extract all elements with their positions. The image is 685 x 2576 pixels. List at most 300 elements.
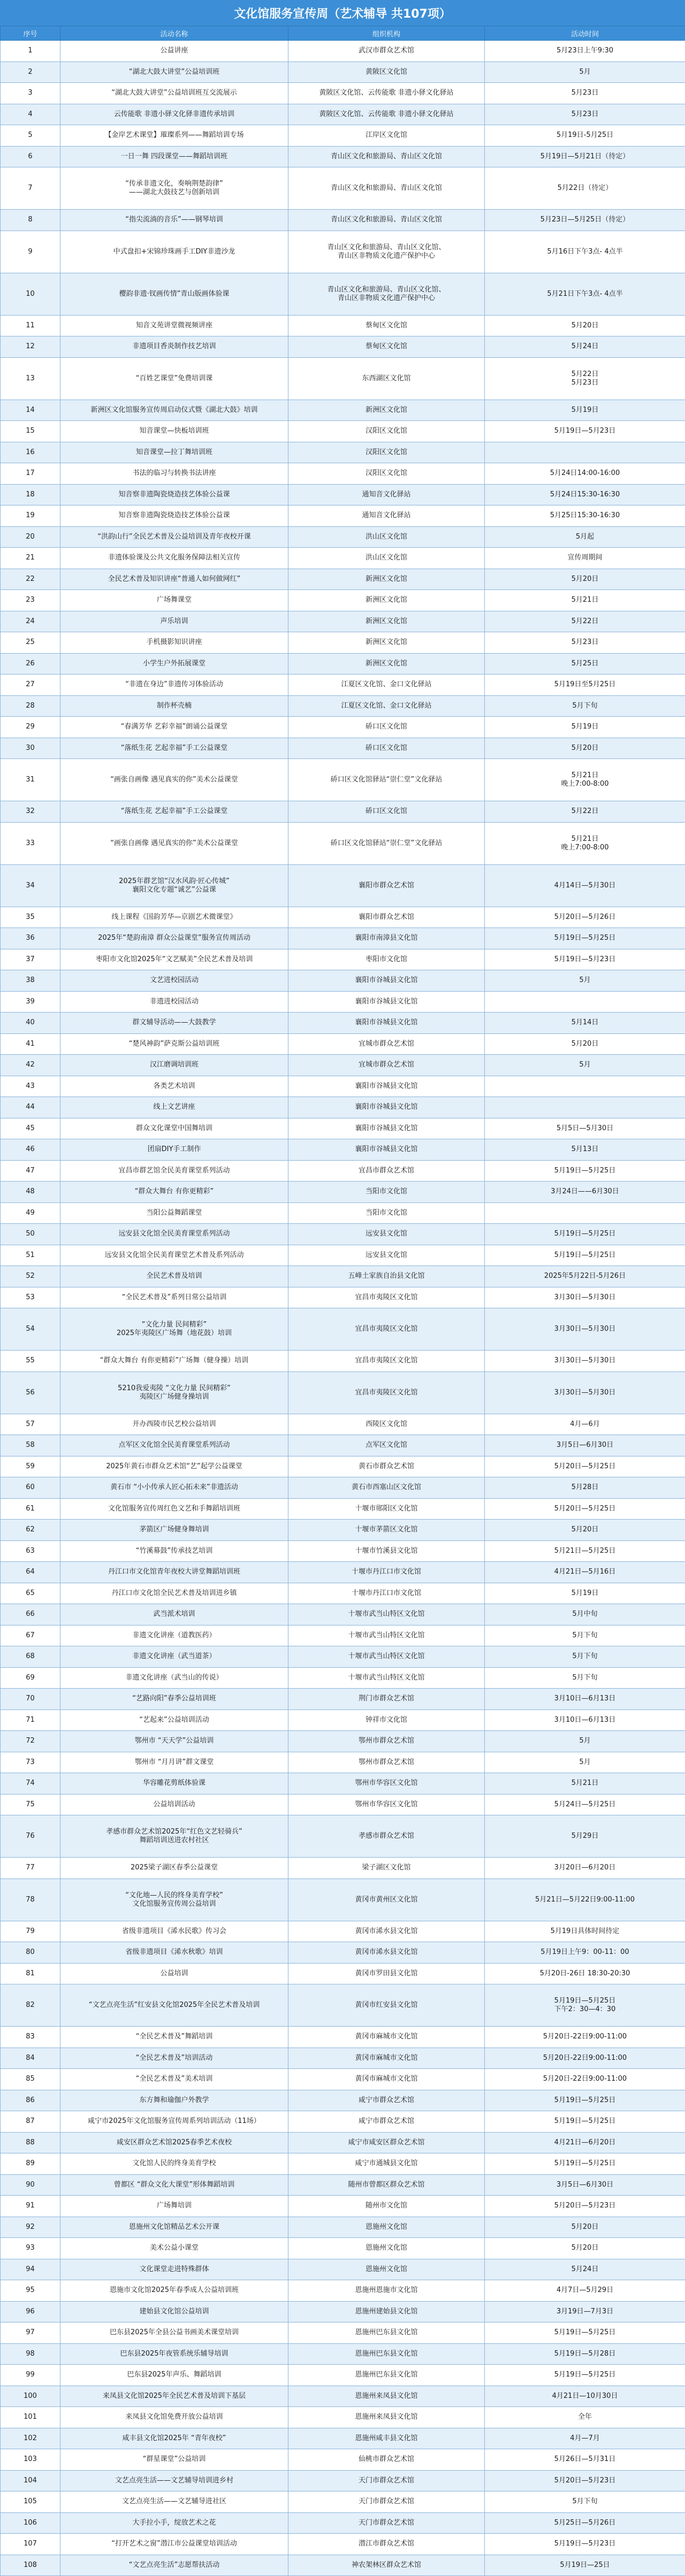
- table-row: [1, 1921, 685, 1942]
- cell-name: 文化馆人民的终身美育学校: [60, 2153, 288, 2175]
- cell-name: 武当派术培训: [60, 1604, 288, 1626]
- cell-org: 远安县文化馆: [288, 1224, 485, 1245]
- cell-name: 鄂州市 “天天学”公益培训: [60, 1731, 288, 1752]
- table-row: [1, 1625, 685, 1646]
- cell-org: 西陵区文化馆: [288, 1414, 485, 1435]
- cell-org: 孝感市群众艺术馆: [288, 1815, 485, 1858]
- cell-no: 86: [1, 2090, 60, 2111]
- cell-time: 5月21日下午3点- 4点半: [485, 273, 685, 315]
- cell-time: 4月21日—5月16日: [485, 1562, 685, 1583]
- cell-time: 5月25日—5月26日: [485, 2512, 685, 2534]
- cell-time: 5月21日 晚上7:00-8:00: [485, 759, 685, 801]
- cell-time: 5月21日: [485, 1773, 685, 1795]
- cell-time: 5月21日 晚上7:00-8:00: [485, 822, 685, 864]
- cell-time: 5月20日: [485, 2217, 685, 2238]
- table-row: [1, 1118, 685, 1139]
- cell-name: “艺路向阳”春季公益培训班: [60, 1689, 288, 1710]
- cell-name: 各类艺术培训: [60, 1076, 288, 1097]
- table-row: [1, 1583, 685, 1604]
- table-row: [1, 2365, 685, 2386]
- cell-org: 恩施州来凤县文化馆: [288, 2407, 485, 2428]
- cell-no: 89: [1, 2153, 60, 2175]
- cell-org: 十堰市丹江口市文化馆: [288, 1583, 485, 1604]
- table-row: [1, 104, 685, 125]
- cell-no: 20: [1, 526, 60, 548]
- cell-name: 巴东县2025年全县公益书画美术课堂培训: [60, 2322, 288, 2344]
- cell-org: 蔡甸区文化馆: [288, 315, 485, 336]
- cell-no: 1: [1, 41, 60, 62]
- cell-no: 68: [1, 1646, 60, 1668]
- cell-time: 5月19日—5月25日: [485, 2365, 685, 2386]
- cell-no: 95: [1, 2280, 60, 2302]
- cell-no: 41: [1, 1033, 60, 1055]
- table-row: [1, 1097, 685, 1118]
- table-row: [1, 1202, 685, 1224]
- cell-time: 5月20日—5月25日: [485, 1456, 685, 1477]
- cell-time: 3月10日—6月13日: [485, 1689, 685, 1710]
- cell-no: 9: [1, 231, 60, 273]
- table-row: [1, 2238, 685, 2259]
- cell-name: 手机摄影知识讲座: [60, 632, 288, 654]
- cell-name: 丹江口市文化馆青年夜校大讲堂舞蹈培训班: [60, 1562, 288, 1583]
- cell-no: 22: [1, 569, 60, 590]
- cell-name: 恩施州文化馆精品艺术公开课: [60, 2217, 288, 2238]
- table-row: [1, 1646, 685, 1668]
- table-row: [1, 1667, 685, 1689]
- cell-time: 5月23日—5月25日（待定）: [485, 210, 685, 231]
- cell-name: 公益培训活动: [60, 1794, 288, 1815]
- cell-name: 知音察非遗陶瓷烧造技艺体验公益课: [60, 484, 288, 505]
- cell-time: 4月21日—6月20日: [485, 2132, 685, 2153]
- cell-name: “艺起来”公益培训活动: [60, 1709, 288, 1731]
- cell-no: 107: [1, 2534, 60, 2555]
- table-row: [1, 125, 685, 147]
- cell-name: “非遗在身边”非遗传习体验活动: [60, 674, 288, 696]
- cell-name: 汉江磨调培训班: [60, 1055, 288, 1076]
- cell-org: 恩施州恩施市文化馆: [288, 2280, 485, 2302]
- cell-time: 全年: [485, 2407, 685, 2428]
- cell-time: 5月19日—5月25日 下午2：30—4：30: [485, 1984, 685, 2027]
- cell-time: 5月20日—5月26日: [485, 907, 685, 928]
- table-row: [1, 1942, 685, 1964]
- table-row: [1, 1182, 685, 1203]
- table-row: [1, 62, 685, 83]
- cell-org: 恩施州巴东县文化馆: [288, 2343, 485, 2365]
- cell-org: 黄冈市黄州区文化馆: [288, 1879, 485, 1921]
- cell-no: 16: [1, 442, 60, 463]
- table-row: [1, 2111, 685, 2133]
- cell-name: 非遗体验课及公共文化服务保障法相关宣传: [60, 548, 288, 569]
- cell-no: 33: [1, 822, 60, 864]
- cell-time: 5月19日—5月21日（待定）: [485, 146, 685, 167]
- cell-no: 80: [1, 1942, 60, 1964]
- cell-time: 5月19日: [485, 717, 685, 738]
- cell-name: “百姓艺课堂”免费培训课: [60, 357, 288, 400]
- table-row: [1, 2280, 685, 2302]
- cell-org: 黄陂区文化馆、云传能歌 非遗小驿文化驿站: [288, 104, 485, 125]
- cell-name: “画张自画像 遇见真实的你”美术公益课堂: [60, 822, 288, 864]
- cell-name: 建始县文化馆公益培训: [60, 2301, 288, 2322]
- cell-time: 3月30日—5月30日: [485, 1371, 685, 1414]
- cell-org: 恩施州建始县文化馆: [288, 2301, 485, 2322]
- cell-org: 恩施州文化馆: [288, 2238, 485, 2259]
- cell-no: 34: [1, 864, 60, 907]
- cell-no: 62: [1, 1520, 60, 1541]
- cell-no: 96: [1, 2301, 60, 2322]
- cell-no: 15: [1, 421, 60, 442]
- cell-name: 群文辅导活动——大鼓教学: [60, 1013, 288, 1034]
- cell-org: 天门市群众艺术馆: [288, 2491, 485, 2513]
- page-title: 文化馆服务宣传周（艺术辅导 共107项）: [0, 0, 685, 26]
- cell-no: 59: [1, 1456, 60, 1477]
- cell-time: 5月下旬: [485, 1667, 685, 1689]
- cell-name: 知音课堂—快板培训班: [60, 421, 288, 442]
- cell-name: 非遗文化讲座（武当山的传说）: [60, 1667, 288, 1689]
- table-row: [1, 1456, 685, 1477]
- cell-time: 5月24日: [485, 2259, 685, 2280]
- cell-name: 非遗项目香炎制作技艺培训: [60, 336, 288, 358]
- cell-org: 黄冈市麻城市文化馆: [288, 2048, 485, 2069]
- cell-no: 24: [1, 611, 60, 632]
- cell-time: [485, 1202, 685, 1224]
- cell-no: 108: [1, 2555, 60, 2576]
- cell-time: 5月19日-5月25日: [485, 125, 685, 147]
- cell-time: 5月14日: [485, 1013, 685, 1034]
- cell-name: 2025年“楚韵南漳 群众公益课堂”服务宣传周活动: [60, 928, 288, 949]
- cell-no: 6: [1, 146, 60, 167]
- table-row: [1, 674, 685, 696]
- cell-name: 线上文艺讲座: [60, 1097, 288, 1118]
- cell-no: 19: [1, 505, 60, 527]
- cell-org: 恩施州来凤县文化馆: [288, 2386, 485, 2407]
- cell-no: 29: [1, 717, 60, 738]
- cell-no: 36: [1, 928, 60, 949]
- table-row: [1, 315, 685, 336]
- cell-org: 鄂州市华容区文化馆: [288, 1794, 485, 1815]
- table-row: [1, 2534, 685, 2555]
- cell-time: 5月25日15:30-16:30: [485, 505, 685, 527]
- header-no: 序号: [1, 26, 60, 41]
- cell-no: 32: [1, 801, 60, 823]
- cell-no: 63: [1, 1540, 60, 1562]
- cell-name: 声乐培训: [60, 611, 288, 632]
- table-row: [1, 1540, 685, 1562]
- cell-org: 恩施州咸丰县文化馆: [288, 2428, 485, 2449]
- cell-name: 线上课程《国韵芳华—京剧艺术微课堂》: [60, 907, 288, 928]
- cell-no: 67: [1, 1625, 60, 1646]
- cell-no: 11: [1, 315, 60, 336]
- cell-no: 85: [1, 2069, 60, 2090]
- cell-time: 4月7日—5月29日: [485, 2280, 685, 2302]
- cell-no: 31: [1, 759, 60, 801]
- table-row: [1, 400, 685, 421]
- cell-no: 100: [1, 2386, 60, 2407]
- cell-name: 鄂州市 “月月讲”群文课堂: [60, 1752, 288, 1773]
- cell-time: 5月20日: [485, 738, 685, 759]
- cell-name: 茅箭区广场健身舞培训: [60, 1520, 288, 1541]
- cell-time: 3月30日—5月30日: [485, 1308, 685, 1351]
- cell-org: 当阳市文化馆: [288, 1182, 485, 1203]
- cell-no: 47: [1, 1160, 60, 1182]
- cell-name: 知音课堂—拉丁舞培训班: [60, 442, 288, 463]
- cell-name: “文艺点亮生活”志愿帮扶活动: [60, 2555, 288, 2576]
- cell-name: 美术公益小课堂: [60, 2238, 288, 2259]
- cell-name: 大手拉小手，绽放艺术之花: [60, 2512, 288, 2534]
- cell-name: 咸宁市2025年文化馆服务宣传周系列培训活动（11场）: [60, 2111, 288, 2133]
- cell-time: [485, 991, 685, 1013]
- cell-org: 黄冈市红安县文化馆: [288, 1984, 485, 2027]
- cell-time: 5月: [485, 1055, 685, 1076]
- table-row: [1, 1477, 685, 1499]
- cell-time: 5月20日: [485, 569, 685, 590]
- cell-org: 恩施州巴东县文化馆: [288, 2322, 485, 2344]
- cell-no: 101: [1, 2407, 60, 2428]
- cell-org: 黄石市西塞山区文化馆: [288, 1477, 485, 1499]
- cell-time: 5月24日14:00-16:00: [485, 463, 685, 485]
- cell-name: “全民艺术普及”美术培训: [60, 2069, 288, 2090]
- cell-name: “全民艺术普及”系列日常公益培训: [60, 1287, 288, 1308]
- cell-name: 书法的临习与转换书法讲座: [60, 463, 288, 485]
- cell-time: 5月19日: [485, 1583, 685, 1604]
- cell-time: 5月5日—5月30日: [485, 1118, 685, 1139]
- cell-org: 十堰市武当山特区文化馆: [288, 1625, 485, 1646]
- cell-time: 5月21日: [485, 590, 685, 611]
- cell-org: 通知音文化驿站: [288, 484, 485, 505]
- cell-time: 5月20日-22日9:00-11:00: [485, 2048, 685, 2069]
- cell-name: “全民艺术普及”舞蹈培训: [60, 2027, 288, 2048]
- cell-time: 5月19日—5月23日: [485, 421, 685, 442]
- cell-time: 5月19日—5月25日: [485, 2153, 685, 2175]
- cell-org: 鄂州市群众艺术馆: [288, 1731, 485, 1752]
- cell-name: 咸丰县文化馆2025年 “青年夜校”: [60, 2428, 288, 2449]
- cell-no: 51: [1, 1245, 60, 1266]
- cell-no: 57: [1, 1414, 60, 1435]
- cell-no: 27: [1, 674, 60, 696]
- cell-time: [485, 1097, 685, 1118]
- cell-org: 襄阳市谷城县文化馆: [288, 991, 485, 1013]
- cell-time: 3月24日——6月30日: [485, 1182, 685, 1203]
- table-row: [1, 2090, 685, 2111]
- cell-org: 宜城市群众艺术馆: [288, 1033, 485, 1055]
- table-row: [1, 1794, 685, 1815]
- cell-org: 恩施州文化馆: [288, 2259, 485, 2280]
- cell-org: 随州市文化馆: [288, 2196, 485, 2217]
- table-row: [1, 2069, 685, 2090]
- table-row: [1, 336, 685, 358]
- table-row: [1, 1245, 685, 1266]
- cell-time: 4月—7月: [485, 2428, 685, 2449]
- cell-no: 99: [1, 2365, 60, 2386]
- table-row: [1, 2174, 685, 2196]
- cell-no: 61: [1, 1498, 60, 1520]
- cell-no: 92: [1, 2217, 60, 2238]
- table-row: [1, 1963, 685, 1984]
- cell-name: 文化课堂走进特殊群体: [60, 2259, 288, 2280]
- cell-no: 12: [1, 336, 60, 358]
- table-row: [1, 864, 685, 907]
- cell-name: 知音察非遗陶瓷烧造技艺体验公益课: [60, 505, 288, 527]
- cell-no: 4: [1, 104, 60, 125]
- cell-org: 襄阳市谷城县文化馆: [288, 1139, 485, 1161]
- cell-no: 50: [1, 1224, 60, 1245]
- cell-org: 襄阳市谷城县文化馆: [288, 1076, 485, 1097]
- table-row: [1, 949, 685, 970]
- cell-no: 7: [1, 167, 60, 210]
- cell-name: 丹江口市文化馆全民艺术普及培训进乡镇: [60, 1583, 288, 1604]
- cell-org: 宜昌市群众艺术馆: [288, 1160, 485, 1182]
- cell-org: 咸宁市通城县文化馆: [288, 2153, 485, 2175]
- table-row: [1, 1160, 685, 1182]
- table-row: [1, 738, 685, 759]
- cell-no: 106: [1, 2512, 60, 2534]
- cell-no: 103: [1, 2449, 60, 2471]
- cell-no: 53: [1, 1287, 60, 1308]
- cell-no: 82: [1, 1984, 60, 2027]
- cell-time: 5月26日—5月31日: [485, 2449, 685, 2471]
- cell-time: 5月13日: [485, 1139, 685, 1161]
- table-row: [1, 1055, 685, 1076]
- cell-org: 洪山区文化馆: [288, 548, 485, 569]
- header-org: 组织机构: [288, 26, 485, 41]
- cell-name: “楚风神韵”萨克斯公益培训班: [60, 1033, 288, 1055]
- cell-org: 硚口区文化馆: [288, 717, 485, 738]
- cell-no: 66: [1, 1604, 60, 1626]
- table-row: [1, 569, 685, 590]
- cell-org: 宜昌市夷陵区文化馆: [288, 1371, 485, 1414]
- cell-org: 新洲区文化馆: [288, 590, 485, 611]
- cell-org: 青山区文化和旅游局、青山区文化馆: [288, 146, 485, 167]
- cell-time: 5月20日: [485, 2238, 685, 2259]
- cell-org: 汉阳区文化馆: [288, 463, 485, 485]
- cell-no: 56: [1, 1371, 60, 1414]
- cell-no: 70: [1, 1689, 60, 1710]
- table-row: [1, 1351, 685, 1372]
- cell-no: 14: [1, 400, 60, 421]
- cell-time: 5月19日—5月23日: [485, 2534, 685, 2555]
- table-row: [1, 1308, 685, 1351]
- cell-org: 天门市群众艺术馆: [288, 2470, 485, 2491]
- cell-no: 40: [1, 1013, 60, 1034]
- cell-time: 5月20日-22日9:00-11:00: [485, 2069, 685, 2090]
- cell-time: 5月23日上午9:30: [485, 41, 685, 62]
- cell-org: 梁子湖区文化馆: [288, 1858, 485, 1879]
- cell-time: 5月16日下午3点- 4点半: [485, 231, 685, 273]
- cell-no: 98: [1, 2343, 60, 2365]
- table-row: [1, 2491, 685, 2513]
- table-header-row: [1, 26, 685, 41]
- cell-org: 神农架林区群众艺术馆: [288, 2555, 485, 2576]
- cell-no: 10: [1, 273, 60, 315]
- cell-org: 洪山区文化馆: [288, 526, 485, 548]
- cell-time: 5月19日—5月25日: [485, 1224, 685, 1245]
- cell-time: 5月22日（待定）: [485, 167, 685, 210]
- table-row: [1, 1435, 685, 1456]
- cell-name: 新洲区文化馆服务宣传周启动仪式暨《湖北大鼓》培训: [60, 400, 288, 421]
- cell-no: 84: [1, 2048, 60, 2069]
- cell-no: 104: [1, 2470, 60, 2491]
- cell-time: 3月10日—6月13日: [485, 1709, 685, 1731]
- cell-time: 5月19日上午9：00-11：00: [485, 1942, 685, 1964]
- table-row: [1, 1139, 685, 1161]
- cell-org: 十堰市武当山特区文化馆: [288, 1667, 485, 1689]
- cell-org: 宜昌市夷陵区文化馆: [288, 1308, 485, 1351]
- table-row: [1, 1984, 685, 2027]
- cell-no: 39: [1, 991, 60, 1013]
- cell-org: 襄阳市南漳县文化馆: [288, 928, 485, 949]
- table-row: [1, 2301, 685, 2322]
- cell-no: 44: [1, 1097, 60, 1118]
- cell-name: 广场舞培训: [60, 2196, 288, 2217]
- table-row: [1, 357, 685, 400]
- cell-name: 省级非遗项目《浠水民歌》传习会: [60, 1921, 288, 1942]
- cell-name: 文艺点亮生活——文艺辅导培训进乡村: [60, 2470, 288, 2491]
- cell-org: 通知音文化驿站: [288, 505, 485, 527]
- cell-no: 83: [1, 2027, 60, 2048]
- cell-time: 5月20日—5月23日: [485, 2196, 685, 2217]
- cell-name: 团扇DIY手工制作: [60, 1139, 288, 1161]
- cell-name: 广场舞课堂: [60, 590, 288, 611]
- cell-org: 宜昌市夷陵区文化馆: [288, 1287, 485, 1308]
- cell-no: 93: [1, 2238, 60, 2259]
- cell-org: 江夏区文化馆、金口文化驿站: [288, 695, 485, 717]
- table-row: [1, 463, 685, 485]
- cell-time: 3月5日—6月30日: [485, 2174, 685, 2196]
- cell-time: 5月19日—5月25日: [485, 928, 685, 949]
- cell-org: 枣阳市文化馆: [288, 949, 485, 970]
- cell-time: 3月5日—6月30日: [485, 1435, 685, 1456]
- cell-org: 钟祥市文化馆: [288, 1709, 485, 1731]
- cell-time: 4月21日—10月30日: [485, 2386, 685, 2407]
- cell-org: 恩施州巴东县文化馆: [288, 2365, 485, 2386]
- cell-time: 2025年5月22日-5月26日: [485, 1266, 685, 1287]
- cell-time: 5月21日—5月22日9:00-11:00: [485, 1879, 685, 1921]
- cell-no: 8: [1, 210, 60, 231]
- table-row: [1, 2555, 685, 2576]
- table-row: [1, 2428, 685, 2449]
- cell-org: 硚口区文化馆: [288, 738, 485, 759]
- table-row: [1, 1562, 685, 1583]
- cell-org: 随州市曾都区群众艺术馆: [288, 2174, 485, 2196]
- cell-no: 73: [1, 1752, 60, 1773]
- cell-time: 5月20日: [485, 315, 685, 336]
- cell-org: 东西湖区文化馆: [288, 357, 485, 400]
- cell-org: 新洲区文化馆: [288, 400, 485, 421]
- cell-org: 襄阳市谷城县文化馆: [288, 1013, 485, 1034]
- cell-time: 5月25日: [485, 653, 685, 674]
- cell-no: 28: [1, 695, 60, 717]
- table-row: [1, 1773, 685, 1795]
- table-row: [1, 167, 685, 210]
- cell-time: 5月下旬: [485, 1646, 685, 1668]
- cell-no: 87: [1, 2111, 60, 2133]
- cell-org: 黄冈市浠水县文化馆: [288, 1921, 485, 1942]
- table-row: [1, 717, 685, 738]
- cell-org: 黄冈市罗田县文化馆: [288, 1963, 485, 1984]
- cell-name: 文艺点亮生活——文艺辅导进社区: [60, 2491, 288, 2513]
- table-row: [1, 210, 685, 231]
- table-row: [1, 548, 685, 569]
- table-row: [1, 526, 685, 548]
- cell-time: 3月30日—5月30日: [485, 1287, 685, 1308]
- cell-name: “群众大舞台 有你更精彩”广场舞（健身操）培训: [60, 1351, 288, 1372]
- cell-name: “竹溪幕鼓”传承技艺培训: [60, 1540, 288, 1562]
- cell-time: 5月19日—5月25日: [485, 1160, 685, 1182]
- cell-time: [485, 442, 685, 463]
- table-row: [1, 2153, 685, 2175]
- table-row: [1, 2132, 685, 2153]
- cell-org: 仙桃市群众艺术馆: [288, 2449, 485, 2471]
- header-time: 活动时间: [485, 26, 685, 41]
